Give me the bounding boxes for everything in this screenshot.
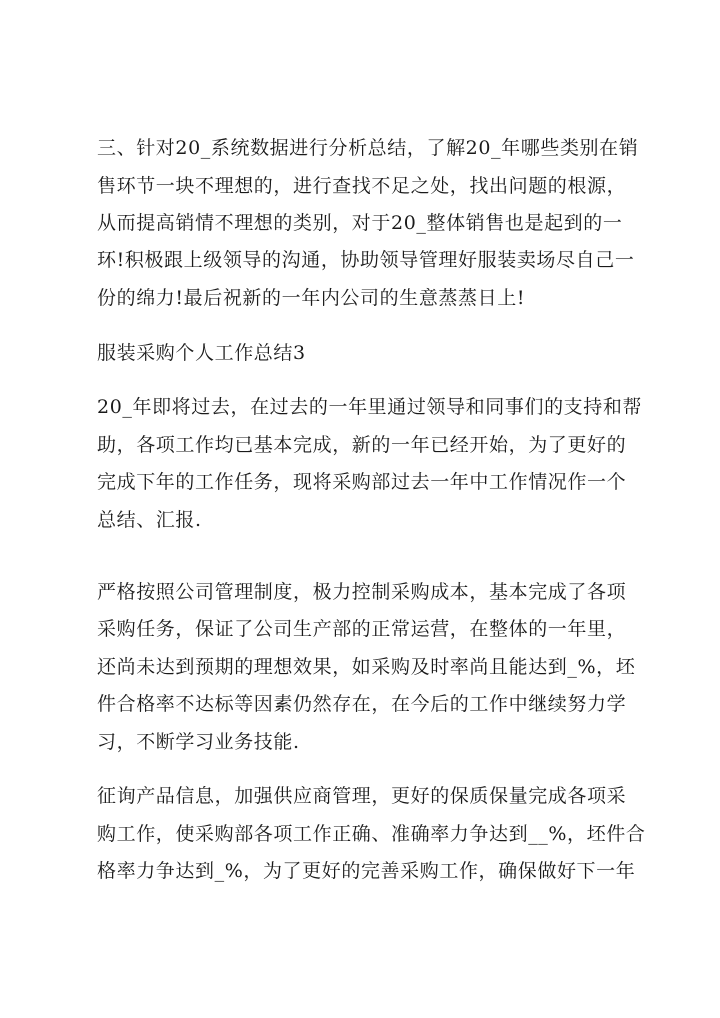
- paragraph-1-line-2: 售环节一块不理想的，进行查找不足之处，找出问题的根源，: [97, 175, 627, 197]
- paragraph-1-line-5: 份的绵力!最后祝新的一年内公司的生意蒸蒸日上!: [97, 287, 526, 309]
- paragraph-3-line-3: 还尚未达到预期的理想效果，如采购及时率尚且能达到_%，坯: [97, 656, 636, 678]
- paragraph-3-line-1: 严格按照公司管理制度，极力控制采购成本，基本完成了各项: [97, 581, 627, 603]
- paragraph-3-line-2: 采购任务，保证了公司生产部的正常运营，在整体的一年里，: [97, 618, 627, 640]
- paragraph-1-line-3: 从而提高销情不理想的类别，对于20_整体销售也是起到的一: [97, 212, 623, 234]
- paragraph-3-line-4: 件合格率不达标等因素仍然存在，在今后的工作中继续努力学: [97, 693, 627, 715]
- paragraph-2-line-3: 完成下年的工作任务，现将采购部过去一年中工作情况作一个: [97, 471, 627, 493]
- paragraph-3-line-5: 习，不断学习业务技能.: [97, 731, 300, 753]
- paragraph-2-line-2: 助，各项工作均已基本完成，新的一年已经开始，为了更好的: [97, 434, 627, 456]
- section-heading: 服装采购个人工作总结3: [97, 342, 306, 364]
- paragraph-4-line-1: 征询产品信息，加强供应商管理，更好的保质保量完成各项采: [97, 785, 627, 807]
- paragraph-1-line-1: 三、针对20_系统数据进行分析总结，了解20_年哪些类别在销: [97, 137, 639, 159]
- paragraph-4-line-2: 购工作，使采购部各项工作正确、准确率力争达到__%，坯件合: [97, 823, 646, 845]
- paragraph-4-line-3: 格率力争达到_%，为了更好的完善采购工作，确保做好下一年: [97, 860, 636, 882]
- paragraph-2-line-4: 总结、汇报.: [97, 509, 202, 531]
- paragraph-1-line-4: 环!积极跟上级领导的沟通，协助领导管理好服装卖场尽自己一: [97, 249, 635, 271]
- paragraph-2-line-1: 20_年即将过去，在过去的一年里通过领导和同事们的支持和帮: [97, 396, 643, 418]
